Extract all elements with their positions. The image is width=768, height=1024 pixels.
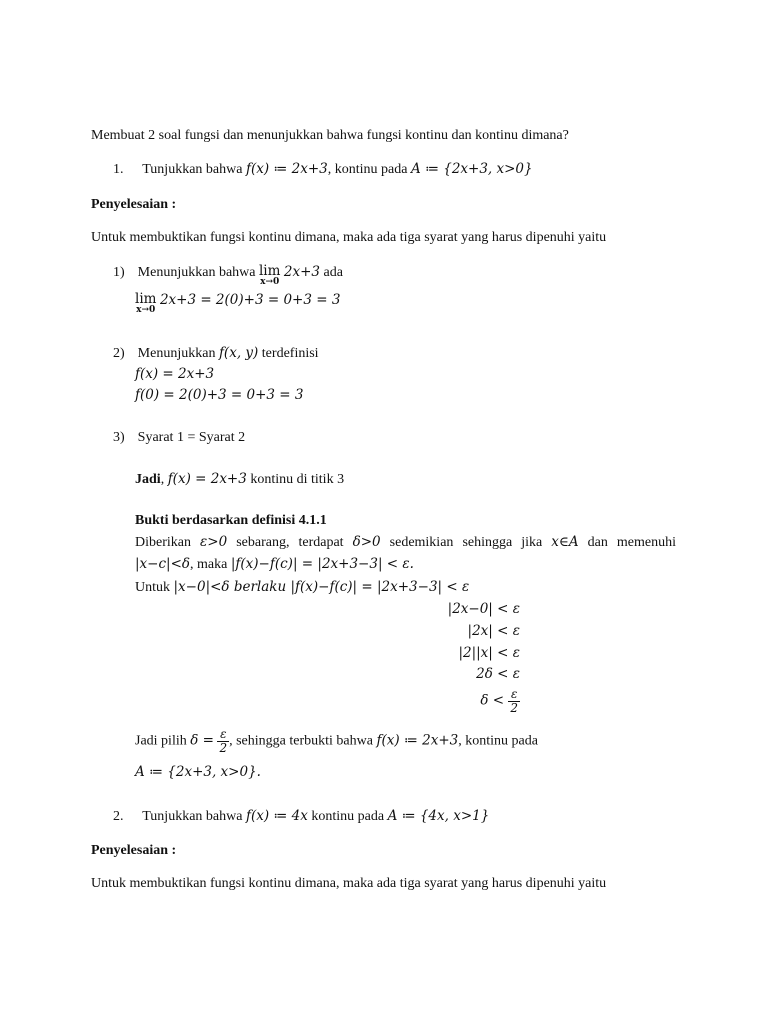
derivation-step-2: |2x| < ε <box>467 623 520 639</box>
step-1-suffix: ada <box>320 265 343 280</box>
step-2-number: 2) <box>113 346 125 361</box>
step-1-limit: lim x→0 <box>258 263 281 288</box>
question-2-number: 2. <box>113 809 124 824</box>
derivation-step-1: |2x−0| < ε <box>447 601 520 617</box>
conditions-intro-2: Untuk membuktikan fungsi kontinu dimana, maka ada tiga syarat yang harus dipenuhi yaitu <box>91 876 607 891</box>
solution-heading-1: Penyelesaian : <box>91 197 177 212</box>
step-2-suffix: terdefinisi <box>258 346 319 361</box>
proof-line-3: Untuk |x−0|<δ berlaku |f(x)−f(c)| = |2x+3−3| < ε <box>135 579 470 595</box>
step-1-calc-expression: 2x+3 = 2(0)+3 = 0+3 = 3 <box>159 292 341 308</box>
step-1-calculation <box>135 292 340 316</box>
choose-delta-set: A ≔ {2x+3, x>0}. <box>135 764 261 780</box>
choose-delta-fraction: $\frac{\varepsilon}{2}$ <box>219 727 228 755</box>
proof-line-2: |x−c|<δ, maka |f(x)−f(c)| = |2x+3−3| < ε. <box>135 556 414 572</box>
step-2 <box>113 345 319 363</box>
conclusion-1: Jadi, f(x) = 2x+3 kontinu di titik 3 <box>135 471 345 487</box>
question-1-set: A ≔ {2x+3, x>0} <box>410 161 533 177</box>
step-2-line-2: f(0) = 2(0)+3 = 0+3 = 3 <box>135 387 304 403</box>
proof-heading: Bukti berdasarkan definisi 4.1.1 <box>135 513 327 528</box>
conditions-intro-1: Untuk membuktikan fungsi kontinu dimana, maka ada tiga syarat yang harus dipenuhi yaitu <box>91 230 607 245</box>
derivation-step-4: 2δ < ε <box>476 666 520 682</box>
step-2-line-1: f(x) = 2x+3 <box>135 366 215 382</box>
question-2-function: f(x) ≔ 4x <box>245 808 308 824</box>
conclusion-1-function: f(x) = 2x+3 <box>167 471 247 487</box>
solution-heading-2: Penyelesaian : <box>91 843 177 858</box>
step-1-calc-limit: lim x→0 <box>135 291 157 316</box>
conclusion-1-label: Jadi <box>135 472 161 487</box>
step-2-function: f(x, y) <box>218 345 259 361</box>
question-1-number: 1. <box>113 162 124 177</box>
epsilon-condition: ε>0 <box>200 534 228 550</box>
question-2 <box>113 808 489 826</box>
intro-text: Membuat 2 soal fungsi dan menunjukkan bahwa fungsi kontinu dan kontinu dimana? <box>91 128 569 143</box>
proof-line-1: Diberikan ε>0 sebarang, terdapat δ>0 sedemikian sehingga jika x∈A dan memenuhi <box>135 534 676 550</box>
step-3 <box>113 430 245 447</box>
question-1-mid: , kontinu pada <box>327 162 411 177</box>
step-2-prefix: Menunjukkan <box>137 346 219 361</box>
conclusion-1-suffix: kontinu di titik 3 <box>246 472 345 487</box>
choose-delta-function: f(x) ≔ 2x+3 <box>376 732 459 749</box>
step-3-number: 3) <box>113 430 125 445</box>
derivation-step-3: |2||x| < ε <box>458 645 520 661</box>
question-2-set: A ≔ {4x, x>1} <box>387 808 490 824</box>
question-2-prefix: Tunjukkan bahwa <box>142 809 246 824</box>
step-1-prefix: Menunjukkan bahwa <box>137 265 259 280</box>
question-2-mid: kontinu pada <box>307 809 388 824</box>
delta-condition: δ>0 <box>352 534 381 550</box>
question-1 <box>113 161 533 179</box>
step-1-number: 1) <box>113 265 125 280</box>
question-1-prefix: Tunjukkan bahwa <box>142 162 246 177</box>
question-1-function: f(x) ≔ 2x+3 <box>245 161 328 177</box>
step-1-expression: 2x+3 <box>283 264 321 280</box>
x-in-a: x∈A <box>551 534 579 550</box>
step-1 <box>113 264 343 288</box>
step-3-text: Syarat 1 = Syarat 2 <box>137 430 246 445</box>
choose-delta-line: Jadi pilih δ = $\frac{\varepsilon}{2}$ , sehingga terbukti bahwa f(x) ≔ 2x+3, kontinu pada <box>135 727 538 755</box>
epsilon-over-two: $\frac{\varepsilon}{2}$ <box>510 687 518 715</box>
derivation-step-5: δ < $\frac{\varepsilon}{2}$ <box>480 687 518 715</box>
